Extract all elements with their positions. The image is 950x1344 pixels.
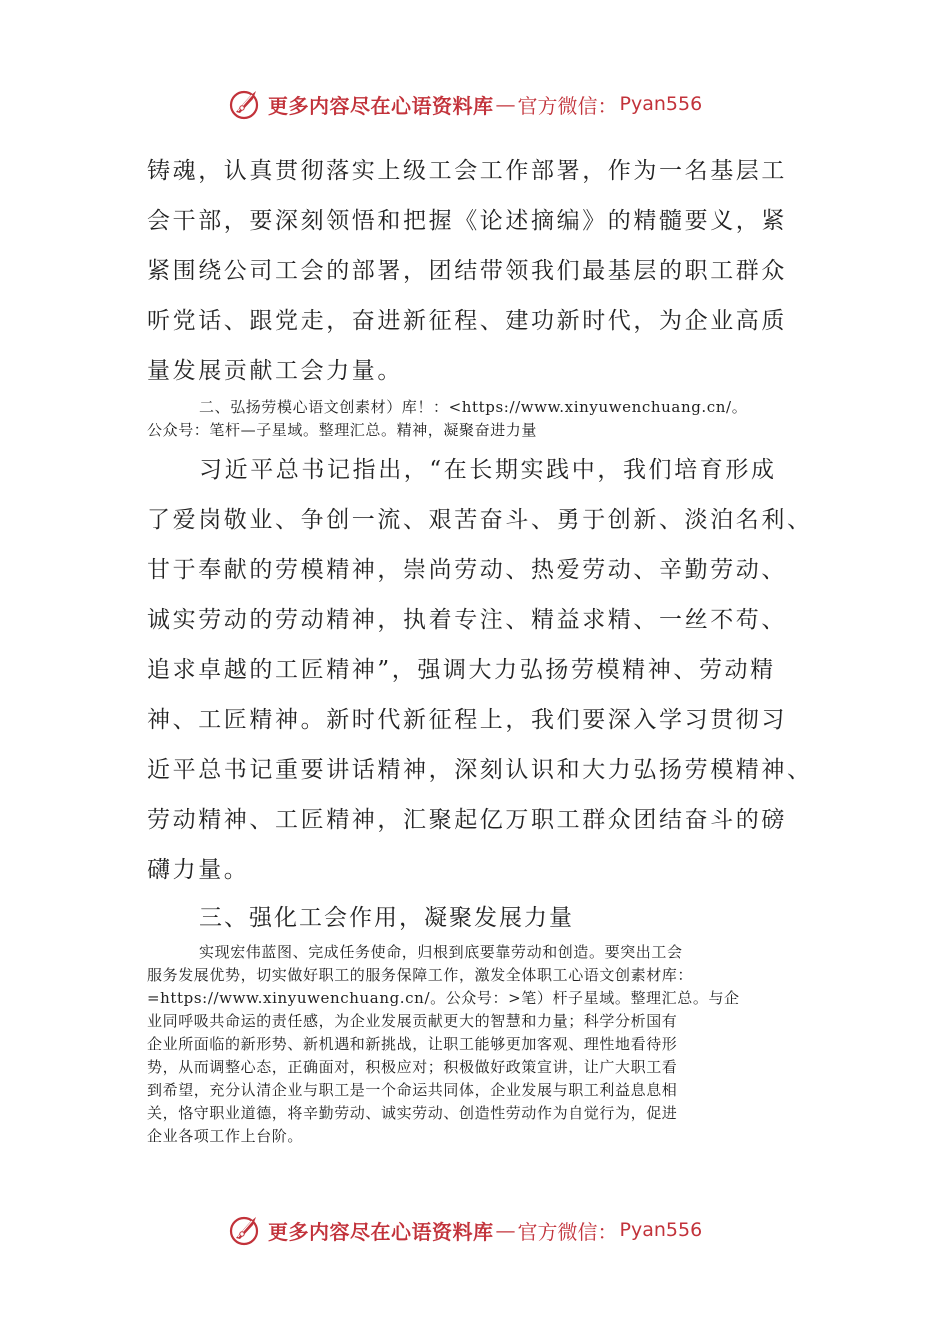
- text-line: 到希望，充分认清企业与职工是一个命运共同体，企业发展与职工利益息息相: [147, 1081, 678, 1099]
- text-line: 企业各项工作上台阶。: [147, 1127, 304, 1145]
- section-3-heading: 三、强化工会作用，凝聚发展力量: [199, 905, 574, 931]
- banner-wechat-id: Pyan556: [619, 93, 703, 115]
- text-line: 会干部，要深刻领悟和把握《论述摘编》的精髓要义，紧: [147, 208, 787, 234]
- paragraph-1: [147, 146, 817, 396]
- text-line: 近平总书记重要讲话精神，深刻认识和大力弘扬劳模精神、: [147, 757, 813, 783]
- banner-wechat-id: Pyan556: [619, 1219, 703, 1241]
- text-line: 公众号：笔杆—子星域。整理汇总。精神，凝聚奋进力量: [147, 421, 538, 439]
- banner-dash: —: [495, 92, 516, 116]
- text-line: 诚实劳动的劳动精神，执着专注、精益求精、一丝不苟、: [147, 607, 787, 633]
- banner-official-label: 官方微信：: [517, 93, 618, 118]
- text-line: 甘于奉献的劳模精神，崇尚劳动、热爱劳动、辛勤劳动、: [147, 557, 787, 583]
- text-line: 关，恪守职业道德，将辛勤劳动、诚实劳动、创造性劳动作为自觉行为，促进: [147, 1104, 678, 1122]
- banner-dash: —: [495, 1218, 516, 1242]
- text-line: 了爱岗敬业、争创一流、艰苦奋斗、勇于创新、淡泊名利、: [147, 507, 813, 533]
- paragraph-3: [147, 941, 807, 1148]
- text-line: 习近平总书记指出，“在长期实践中，我们培育形成: [199, 457, 777, 483]
- text-line: 铸魂，认真贯彻落实上级工会工作部署，作为一名基层工: [147, 158, 787, 184]
- text-line: 实现宏伟蓝图、完成任务使命，归根到底要靠劳动和创造。要突出工会: [199, 943, 683, 961]
- text-line: 紧围绕公司工会的部署，团结带领我们最基层的职工群众: [147, 258, 787, 284]
- text-line: 量发展贡献工会力量。: [147, 358, 403, 384]
- text-line: 神、工匠精神。新时代新征程上，我们要深入学习贯彻习: [147, 707, 787, 733]
- banner-brand: 更多内容尽在心语资料库: [268, 93, 494, 118]
- text-line: 服务发展优势，切实做好职工的服务保障工作，激发全体职工心语文创素材库：: [147, 966, 694, 984]
- text-line: =https://www.xinyuwenchuang.cn/。公众号：>笔）杆子星域。整理汇总。与企: [147, 989, 740, 1007]
- text-line: 追求卓越的工匠精神”，强调大力弘扬劳模精神、劳动精: [147, 657, 776, 683]
- text-line: 劳动精神、工匠精神，汇聚起亿万职工群众团结奋斗的磅: [147, 807, 787, 833]
- footer-banner: [228, 1210, 748, 1250]
- text-line: 听党话、跟党走，奋进新征程、建功新时代，为企业高质: [147, 308, 787, 334]
- text-line: 势，从而调整心态，正确面对，积极应对；积极做好政策宣讲，让广大职工看: [147, 1058, 678, 1076]
- text-line: 礴力量。: [147, 857, 250, 883]
- section-2-note: [147, 396, 807, 442]
- text-line: 二、弘扬劳模心语文创素材）库！：<https://www.xinyuwenchuang.cn/。: [199, 398, 748, 416]
- banner-brand: 更多内容尽在心语资料库: [268, 1219, 494, 1244]
- paragraph-2: [147, 445, 817, 895]
- quill-logo-icon: [228, 86, 264, 122]
- header-banner: [228, 84, 748, 124]
- banner-official-label: 官方微信：: [517, 1219, 618, 1244]
- text-line: 业同呼吸共命运的责任感，为企业发展贡献更大的智慧和力量；科学分析国有: [147, 1012, 678, 1030]
- text-line: 企业所面临的新形势、新机遇和新挑战，让职工能够更加客观、理性地看待形: [147, 1035, 678, 1053]
- quill-logo-icon: [228, 1212, 264, 1248]
